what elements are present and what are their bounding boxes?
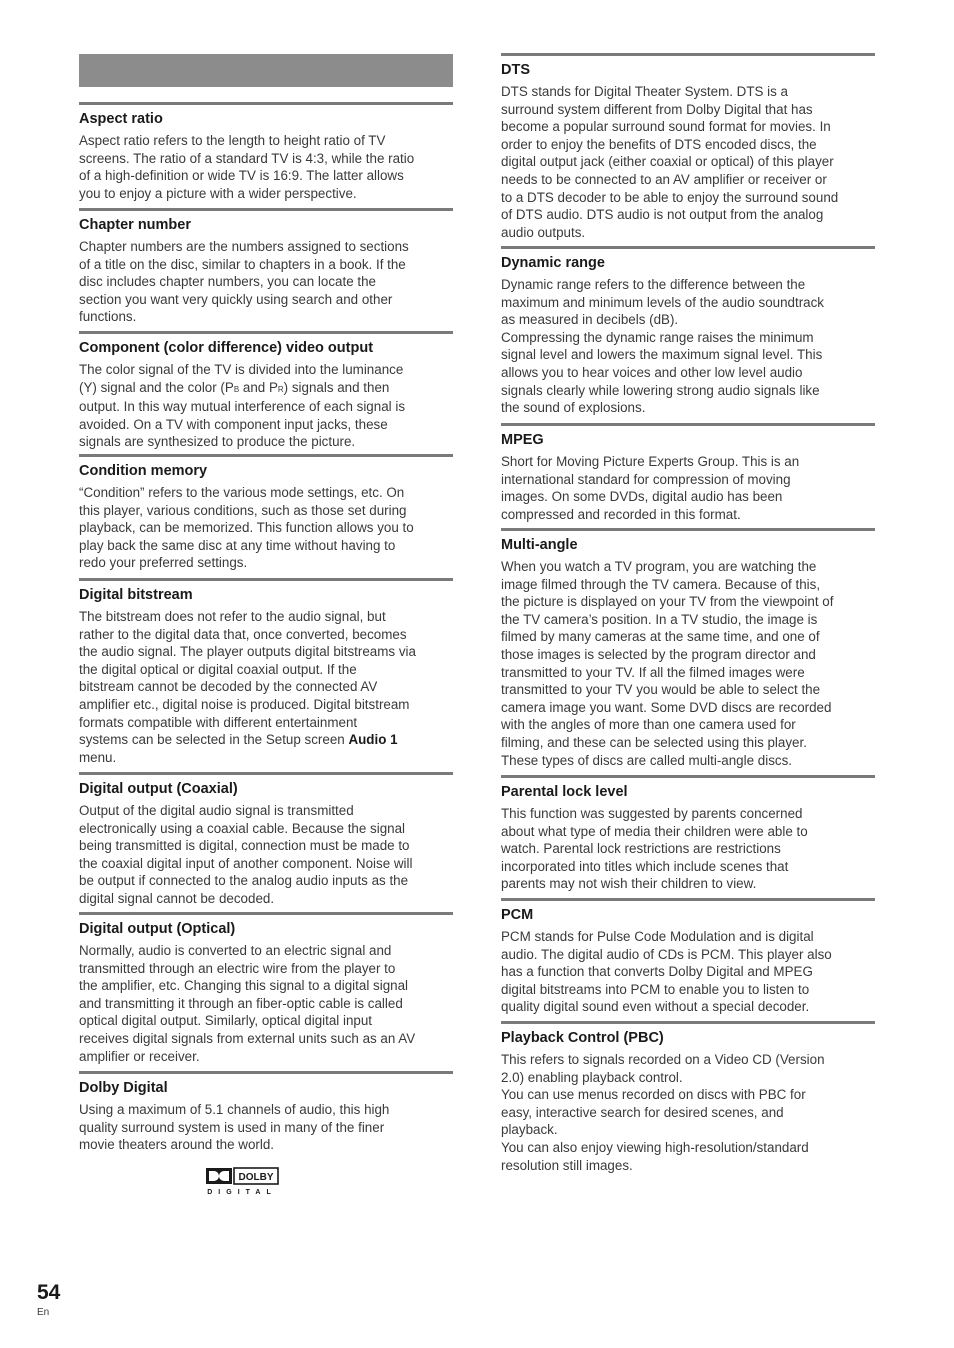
page-number: 54	[37, 1281, 61, 1304]
glossary-entry-dolby-digital	[79, 1071, 453, 1154]
glossary-entry-mpeg	[501, 423, 875, 523]
glossary-term: Digital output (Coaxial)	[79, 781, 238, 797]
glossary-definition	[79, 361, 453, 451]
definition-text: ) signals and then output. In this way mutual interference of each signal is avoided. On a TV with component input jacks, these signals are synthesized to produce the picture.	[79, 379, 406, 450]
glossary-term: DTS	[501, 62, 530, 78]
glossary-definition: Output of the digital audio signal is transmitted electronically using a coaxial cable. Because the signal being transmitted is digital, connection must be made to the coaxial digital input of another component. Noise will be output if connected to the analog audio inputs as the digital signal cannot be decoded.	[79, 803, 413, 906]
glossary-definition: Dynamic range refers to the difference between the maximum and minimum levels of the audio soundtrack as measured in decibels (dB). Compressing the dynamic range raises the minimum signal level and lowers the maximum signal level. This allows you to hear voices and other low level audio signals clearly while lowering strong audio signals like the sound of explosions.	[501, 277, 825, 416]
glossary-entry-multi-angle	[501, 528, 875, 769]
glossary-definition: PCM stands for Pulse Code Modulation and is digital audio. The digital audio of CDs is PCM. This player also has a function that converts Dolby Digital and MPEG digital bitstreams into PCM to enable you to listen to quality digital sound even without a special decoder.	[501, 929, 832, 1015]
divider	[79, 331, 453, 334]
menu-name: Audio 1	[348, 732, 398, 748]
glossary-definition: DTS stands for Digital Theater System. DTS is a surround system different from Dolby Digital that has become a popular surround sound format for movies. In order to enjoy the benefits of DTS encoded discs, the digital output jack (either coaxial or optical) of this player needs to be connected to an AV amplifier or receiver or to a DTS decoder to be able to enjoy the surround sound of DTS audio. DTS audio is not output from the analog audio outputs.	[501, 84, 839, 240]
subscript-r: R	[277, 384, 284, 394]
glossary-entry-pcm	[501, 898, 875, 1016]
dolby-digital-logo	[205, 1167, 279, 1195]
glossary-definition: Normally, audio is converted to an electric signal and transmitted through an electric wire from the player to the amplifier, etc. Changing this signal to a digital signal and transmitting it through an fiber-optic cable is called optical digital output. Similarly, optical digital input receives digital signals from external units such as an AV amplifier or receiver.	[79, 943, 416, 1064]
divider	[501, 1021, 875, 1024]
glossary-term: Digital bitstream	[79, 587, 193, 603]
glossary-entry-dynamic-range	[501, 246, 875, 417]
glossary-entry-aspect-ratio	[79, 102, 453, 202]
glossary-entry-digital-output-coaxial	[79, 772, 453, 908]
divider	[79, 578, 453, 581]
glossary-definition: This function was suggested by parents concerned about what type of media their children were able to watch. Parental lock restrictions are restrictions incorporated into titles which include scenes that parents may not wish their children to view.	[501, 806, 808, 892]
glossary-definition: Using a maximum of 5.1 channels of audio, this high quality surround system is used in many of the finer movie theaters around the world.	[79, 1102, 390, 1153]
glossary-definition: “Condition” refers to the various mode settings, etc. On this player, various conditions, such as those set during playback, can be memorized. This function allows you to play back the same disc at any time without having to redo your preferred settings.	[79, 485, 414, 571]
glossary-term: Aspect ratio	[79, 111, 163, 127]
definition-text: The color signal of the TV is divided into the luminance (Y) signal and the color (P	[79, 362, 404, 395]
glossary-entry-condition-memory	[79, 454, 453, 572]
divider	[79, 912, 453, 915]
glossary-entry-chapter-number	[79, 208, 453, 326]
divider	[79, 208, 453, 211]
glossary-term: Dynamic range	[501, 255, 605, 271]
language-code: En	[37, 1307, 50, 1318]
divider	[501, 423, 875, 426]
divider	[79, 772, 453, 775]
glossary-term: Multi-angle	[501, 537, 578, 553]
glossary-term: Parental lock level	[501, 784, 628, 800]
glossary-definition: Chapter numbers are the numbers assigned to sections of a title on the disc, similar to chapters in a book. If the disc includes chapter numbers, you can locate the section you want very quickly using search and other functions.	[79, 239, 409, 325]
glossary-definition: Short for Moving Picture Experts Group. This is an international standard for compression of moving images. On some DVDs, digital audio has been compressed and recorded in this format.	[501, 454, 800, 522]
glossary-definition: Aspect ratio refers to the length to height ratio of TV screens. The ratio of a standard TV is 4:3, while the ratio of a high-definition or wide TV is 16:9. The latter allows you to enjoy a picture with a wider perspective.	[79, 133, 415, 201]
glossary-term: Chapter number	[79, 217, 191, 233]
glossary-definition: When you watch a TV program, you are watching the image filmed through the TV camera. Because of this, the picture is displayed on your TV from the viewpoint of the TV camera’s position. In a TV studio, the image is filmed by many cameras at the same time, and one of those images is selected by the program director and transmitted to your TV. If all the filmed images were transmitted to your TV you would be able to select the camera image you want. Some DVD discs are recorded with the angles of more than one camera used for filming, and these can be selected using this player. These types of discs are called multi-angle discs.	[501, 559, 834, 768]
definition-text: and P	[239, 379, 278, 395]
logo-brand-text: DOLBY	[238, 1172, 274, 1183]
glossary-term: PCM	[501, 907, 534, 923]
glossary-entry-digital-bitstream	[79, 578, 453, 766]
glossary-entry-digital-output-optical	[79, 912, 453, 1065]
glossary-entry-parental-lock	[501, 775, 875, 893]
divider	[501, 898, 875, 901]
glossary-entry-dts	[501, 53, 875, 241]
glossary-term: MPEG	[501, 432, 544, 448]
divider	[79, 102, 453, 105]
glossary-entry-component-video	[79, 331, 453, 451]
divider	[501, 528, 875, 531]
dolby-double-d-icon	[205, 1167, 279, 1195]
definition-text: menu.	[79, 749, 117, 765]
glossary-definition: This refers to signals recorded on a Video CD (Version 2.0) enabling playback control. You can use menus recorded on discs with PBC for easy, interactive search for desired scenes, and playback. You can also enjoy viewing high-resolution/standard resolution still images.	[501, 1052, 825, 1173]
logo-subtitle-text: DIGITAL	[207, 1189, 277, 1195]
glossary-term: Component (color difference) video output	[79, 340, 374, 356]
divider	[501, 246, 875, 249]
definition-text: The bitstream does not refer to the audio signal, but rather to the digital data that, once converted, becomes the audio signal. The player outputs digital bitstreams via the digital optical or digital coaxial output. If the bitstream cannot be decoded by the connected AV amplifier etc., digital noise is produced. Digital bitstream formats compatible with different entertainment systems can be selected in the Setup screen	[79, 609, 416, 748]
glossary-term: Playback Control (PBC)	[501, 1030, 664, 1046]
divider	[79, 454, 453, 457]
glossary-term: Dolby Digital	[79, 1080, 168, 1096]
divider	[79, 1071, 453, 1074]
divider	[501, 775, 875, 778]
glossary-entry-pbc	[501, 1021, 875, 1174]
glossary-term: Condition memory	[79, 463, 208, 479]
glossary-definition	[79, 608, 453, 766]
subscript-b: B	[233, 384, 240, 394]
section-header-bar	[79, 54, 453, 87]
divider	[501, 53, 875, 56]
glossary-term: Digital output (Optical)	[79, 921, 236, 937]
